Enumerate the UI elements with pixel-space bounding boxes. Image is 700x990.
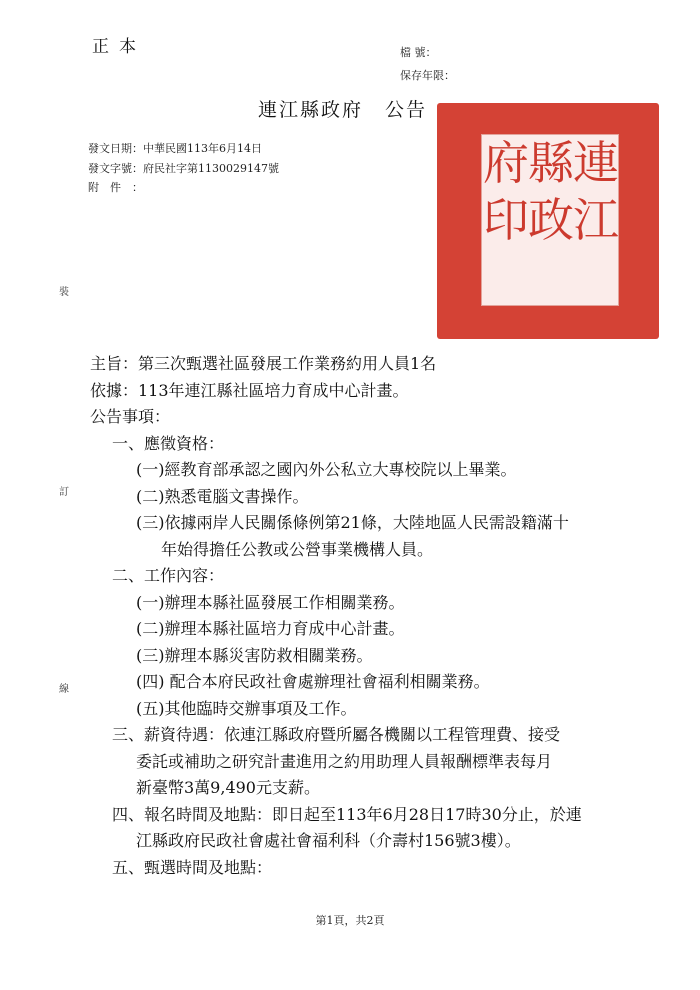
seal-char: 縣 (528, 136, 574, 190)
binding-mark: 訂 (59, 487, 69, 498)
list-item: (一)辦理本縣社區發展工作相關業務。 (136, 592, 405, 612)
meta-key: 發文日期： (88, 142, 143, 155)
retention-period-label: 保存年限： (400, 69, 455, 82)
binding-mark: 線 (59, 684, 69, 695)
salary-section: 三、薪資待遇：依連江縣政府暨所屬各機關以工程管理費、接受 (112, 725, 561, 744)
archive-number-label: 檔 號： (400, 46, 437, 59)
list-item: (二)辦理本縣社區培力育成中心計畫。 (136, 619, 405, 638)
registration-section-continuation: 江縣政府民政社會處社會福利科（介壽村156號3樓）。 (136, 831, 521, 850)
binding-mark: 裝 (59, 287, 69, 298)
basis-line: 依據：113年連江縣社區培力育成中心計畫。 (90, 380, 409, 400)
meta-key: 發文字號： (88, 162, 143, 175)
list-item: (二)熟悉電腦文書操作。 (136, 486, 309, 506)
registration-section: 四、報名時間及地點：即日起至113年6月28日17時30分止，於連 (112, 804, 582, 824)
seal-char: 印 (483, 193, 529, 247)
list-item: (四) 配合本府民政社會處辦理社會福利相關業務。 (136, 672, 490, 691)
salary-section-continuation: 新臺幣3萬9,490元支薪。 (136, 778, 320, 797)
meta-value: 府民社字第1130029147號 (143, 162, 279, 175)
meta-value: 中華民國113年6月14日 (143, 142, 262, 155)
section-heading: 二、工作內容： (112, 566, 225, 585)
document-number-line (88, 160, 279, 176)
list-item: (三)依據兩岸人民關係條例第21條，大陸地區人民需設籍滿十 (136, 513, 569, 532)
list-item: (三)辦理本縣災害防救相關業務。 (136, 645, 373, 665)
seal-char: 政 (528, 193, 574, 247)
issuing-org: 連江縣政府 (258, 99, 364, 121)
meta-key: 附件： (88, 181, 143, 194)
list-item: (五)其他臨時交辦事項及工作。 (136, 698, 357, 718)
section-heading: 一、應徵資格： (112, 433, 225, 453)
list-item-continuation: 年始得擔任公教或公營事業機構人員。 (161, 539, 434, 559)
document-type: 公告 (385, 99, 428, 121)
copy-mark: 正本 (92, 37, 146, 57)
section-heading: 五、甄選時間及地點： (112, 857, 273, 877)
page-number: 第1頁，共2頁 (315, 914, 385, 927)
notice-items-heading: 公告事項： (90, 407, 171, 426)
seal-char: 連 (573, 136, 619, 190)
document-title (258, 95, 427, 122)
attachment-line (88, 179, 143, 195)
seal-char: 府 (483, 136, 529, 190)
issue-date-line (88, 140, 262, 156)
subject-line: 主旨：第三次甄選社區發展工作業務約用人員1名 (90, 354, 437, 373)
notice-body (90, 351, 690, 881)
official-seal (437, 103, 659, 339)
seal-inner (481, 134, 619, 306)
salary-section-continuation: 委託或補助之研究計畫進用之約用助理人員報酬標準表每月 (136, 751, 553, 771)
list-item: (一)經教育部承認之國內外公私立大專校院以上畢業。 (136, 460, 517, 479)
seal-char: 江 (573, 193, 619, 247)
